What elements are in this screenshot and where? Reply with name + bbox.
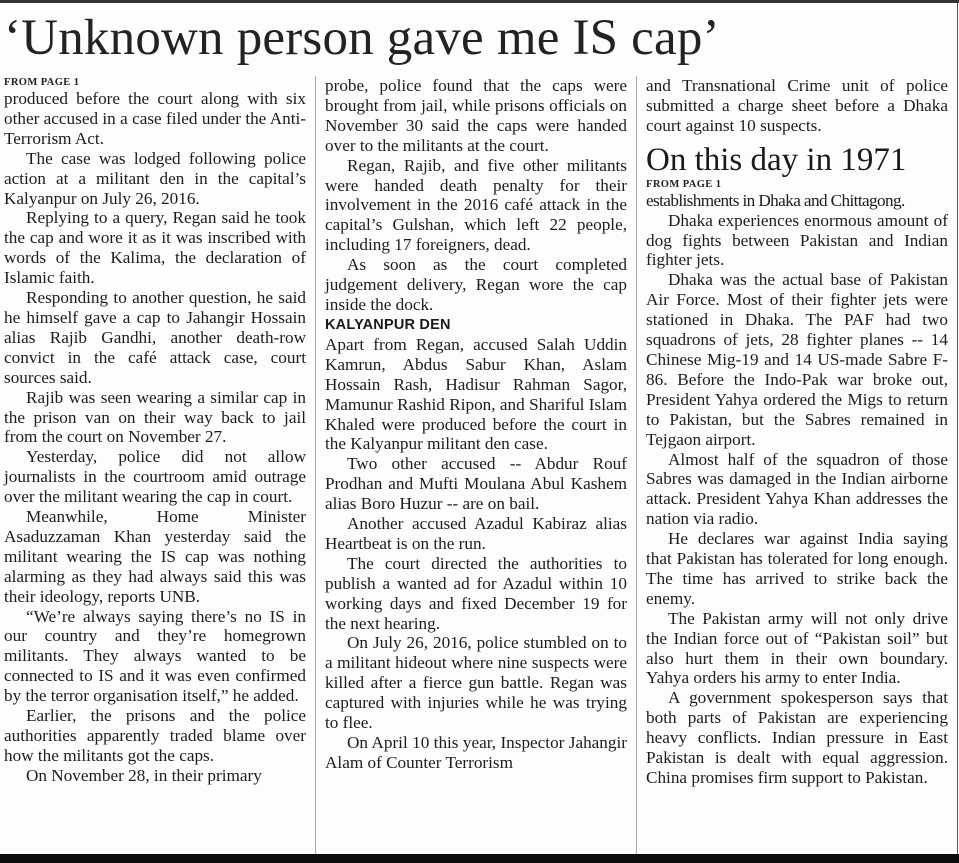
headline: ‘Unknown person gave me IS cap’ — [4, 10, 720, 66]
paragraph: He declares war against India saying that Pakistan has tolerated for long enough. The time has arrived to strike back the enemy. — [646, 529, 948, 608]
paragraph: The court directed the authorities to publish a wanted ad for Azadul within 10 working days and fixed December 19 for the next hearing. — [325, 553, 627, 633]
paragraph: On July 26, 2016, police stumbled on to a militant hideout where nine suspects were killed after a fierce gun battle. Regan was captured with injuries while he was trying to flee. — [325, 633, 627, 733]
paragraph: Meanwhile, Home Minister Asaduzzaman Khan yesterday said the militant wearing the IS cap was nothing alarming as they had always said this was their ideology, reports UNB. — [4, 507, 306, 606]
column-divider — [315, 76, 316, 854]
article-column-3 — [646, 76, 948, 788]
paragraph: probe, police found that the caps were brought from jail, while prisons officials on November 30 said the caps were handed over to the militants at the court. — [325, 76, 627, 155]
paragraph: Earlier, the prisons and the police authorities apparently traded blame over how the militants got the caps. — [4, 706, 306, 765]
subhead: KALYANPUR DEN — [325, 316, 451, 333]
paragraph: Rajib was seen wearing a similar cap in the prison van on their way back to jail from the court on November 27. — [4, 387, 306, 447]
top-rule — [0, 0, 959, 3]
article-column-2 — [325, 76, 627, 773]
from-page-kicker: FROM PAGE 1 — [646, 178, 722, 190]
article-column-1 — [4, 76, 306, 786]
paragraph: Dhaka experiences enormous amount of dog fights between Pakistan and Indian fighter jets. — [646, 210, 948, 270]
paragraph: Apart from Regan, accused Salah Uddin Kamrun, Abdus Sabur Khan, Aslam Hossain Rash, Hadisur Rahman Sagor, Mamunur Rashid Ripon, and Shariful Islam Khaled were produced before the court in the Kalyanpur militant den case. — [325, 334, 627, 454]
paragraph: Regan, Rajib, and five other militants were handed death penalty for their involvement in the 2016 café attack in the capital’s Gulshan, which left 22 people, including 17 foreigners, dead. — [325, 155, 627, 255]
paragraph: On November 28, in their primary — [26, 765, 262, 785]
paragraph: establishments in Dhaka and Chittagong. — [646, 190, 905, 210]
paragraph: As soon as the court completed judgement delivery, Regan wore the cap inside the dock. — [325, 255, 627, 314]
bottom-bar — [0, 854, 959, 863]
paragraph: The Pakistan army will not only drive the Indian force out of “Pakistan soil” but also hurt them in their own boundary. Yahya orders his army to enter India. — [646, 608, 948, 688]
secondary-headline: On this day in 1971 — [646, 141, 907, 178]
paragraph: produced before the court along with six other accused in a case filed under the Anti-Terrorism Act. — [4, 89, 306, 148]
paragraph: A government spokesperson says that both parts of Pakistan are experiencing heavy conflicts. Indian pressure in East Pakistan is dealt with equal aggression. China promises firm support to Pakistan. — [646, 688, 948, 787]
paragraph: Responding to another question, he said he himself gave a cap to Jahangir Hossain alias Rajib Gandhi, another death-row convict in the café attack case, court sources said. — [4, 288, 306, 387]
paragraph: “We’re always saying there’s no IS in our country and they’re homegrown militants. They always wanted to be connected to IS and it was even confirmed by the terror organisation itself,” he added. — [4, 606, 306, 706]
paragraph: Almost half of the squadron of those Sabres was damaged in the Indian airborne attack. President Yahya Khan addresses the nation via radio. — [646, 449, 948, 529]
paragraph: and Transnational Crime unit of police submitted a charge sheet before a Dhaka court against 10 suspects. — [646, 76, 948, 135]
column-divider — [636, 76, 637, 854]
from-page-kicker: FROM PAGE 1 — [4, 77, 80, 88]
paragraph: Another accused Azadul Kabiraz alias Heartbeat is on the run. — [325, 514, 627, 553]
paragraph: Replying to a query, Regan said he took the cap and wore it as it was inscribed with words of the Kalima, the declaration of Islamic faith. — [4, 208, 306, 288]
paragraph: Dhaka was the actual base of Pakistan Air Force. Most of their fighter jets were stationed in Dhaka. The PAF had two squadrons of jets, 28 fighter planes -- 14 Chinese Mig-19 and 14 US-made Sabre F-86. Before the Indo-Pak war broke out, President Yahya ordered the Migs to return to Pakistan, but the Sabres remained in Tejgaon airport. — [646, 270, 948, 449]
paragraph: Two other accused -- Abdur Rouf Prodhan and Mufti Moulana Abul Kashem alias Boro Huzur -- are on bail. — [325, 454, 627, 514]
paragraph: On April 10 this year, Inspector Jahangir Alam of Counter Terrorism — [325, 733, 627, 772]
paragraph: Yesterday, police did not allow journalists in the courtroom amid outrage over the militant wearing the cap in court. — [4, 447, 306, 507]
paragraph: The case was lodged following police action at a militant den in the capital’s Kalyanpur on July 26, 2016. — [4, 148, 306, 208]
